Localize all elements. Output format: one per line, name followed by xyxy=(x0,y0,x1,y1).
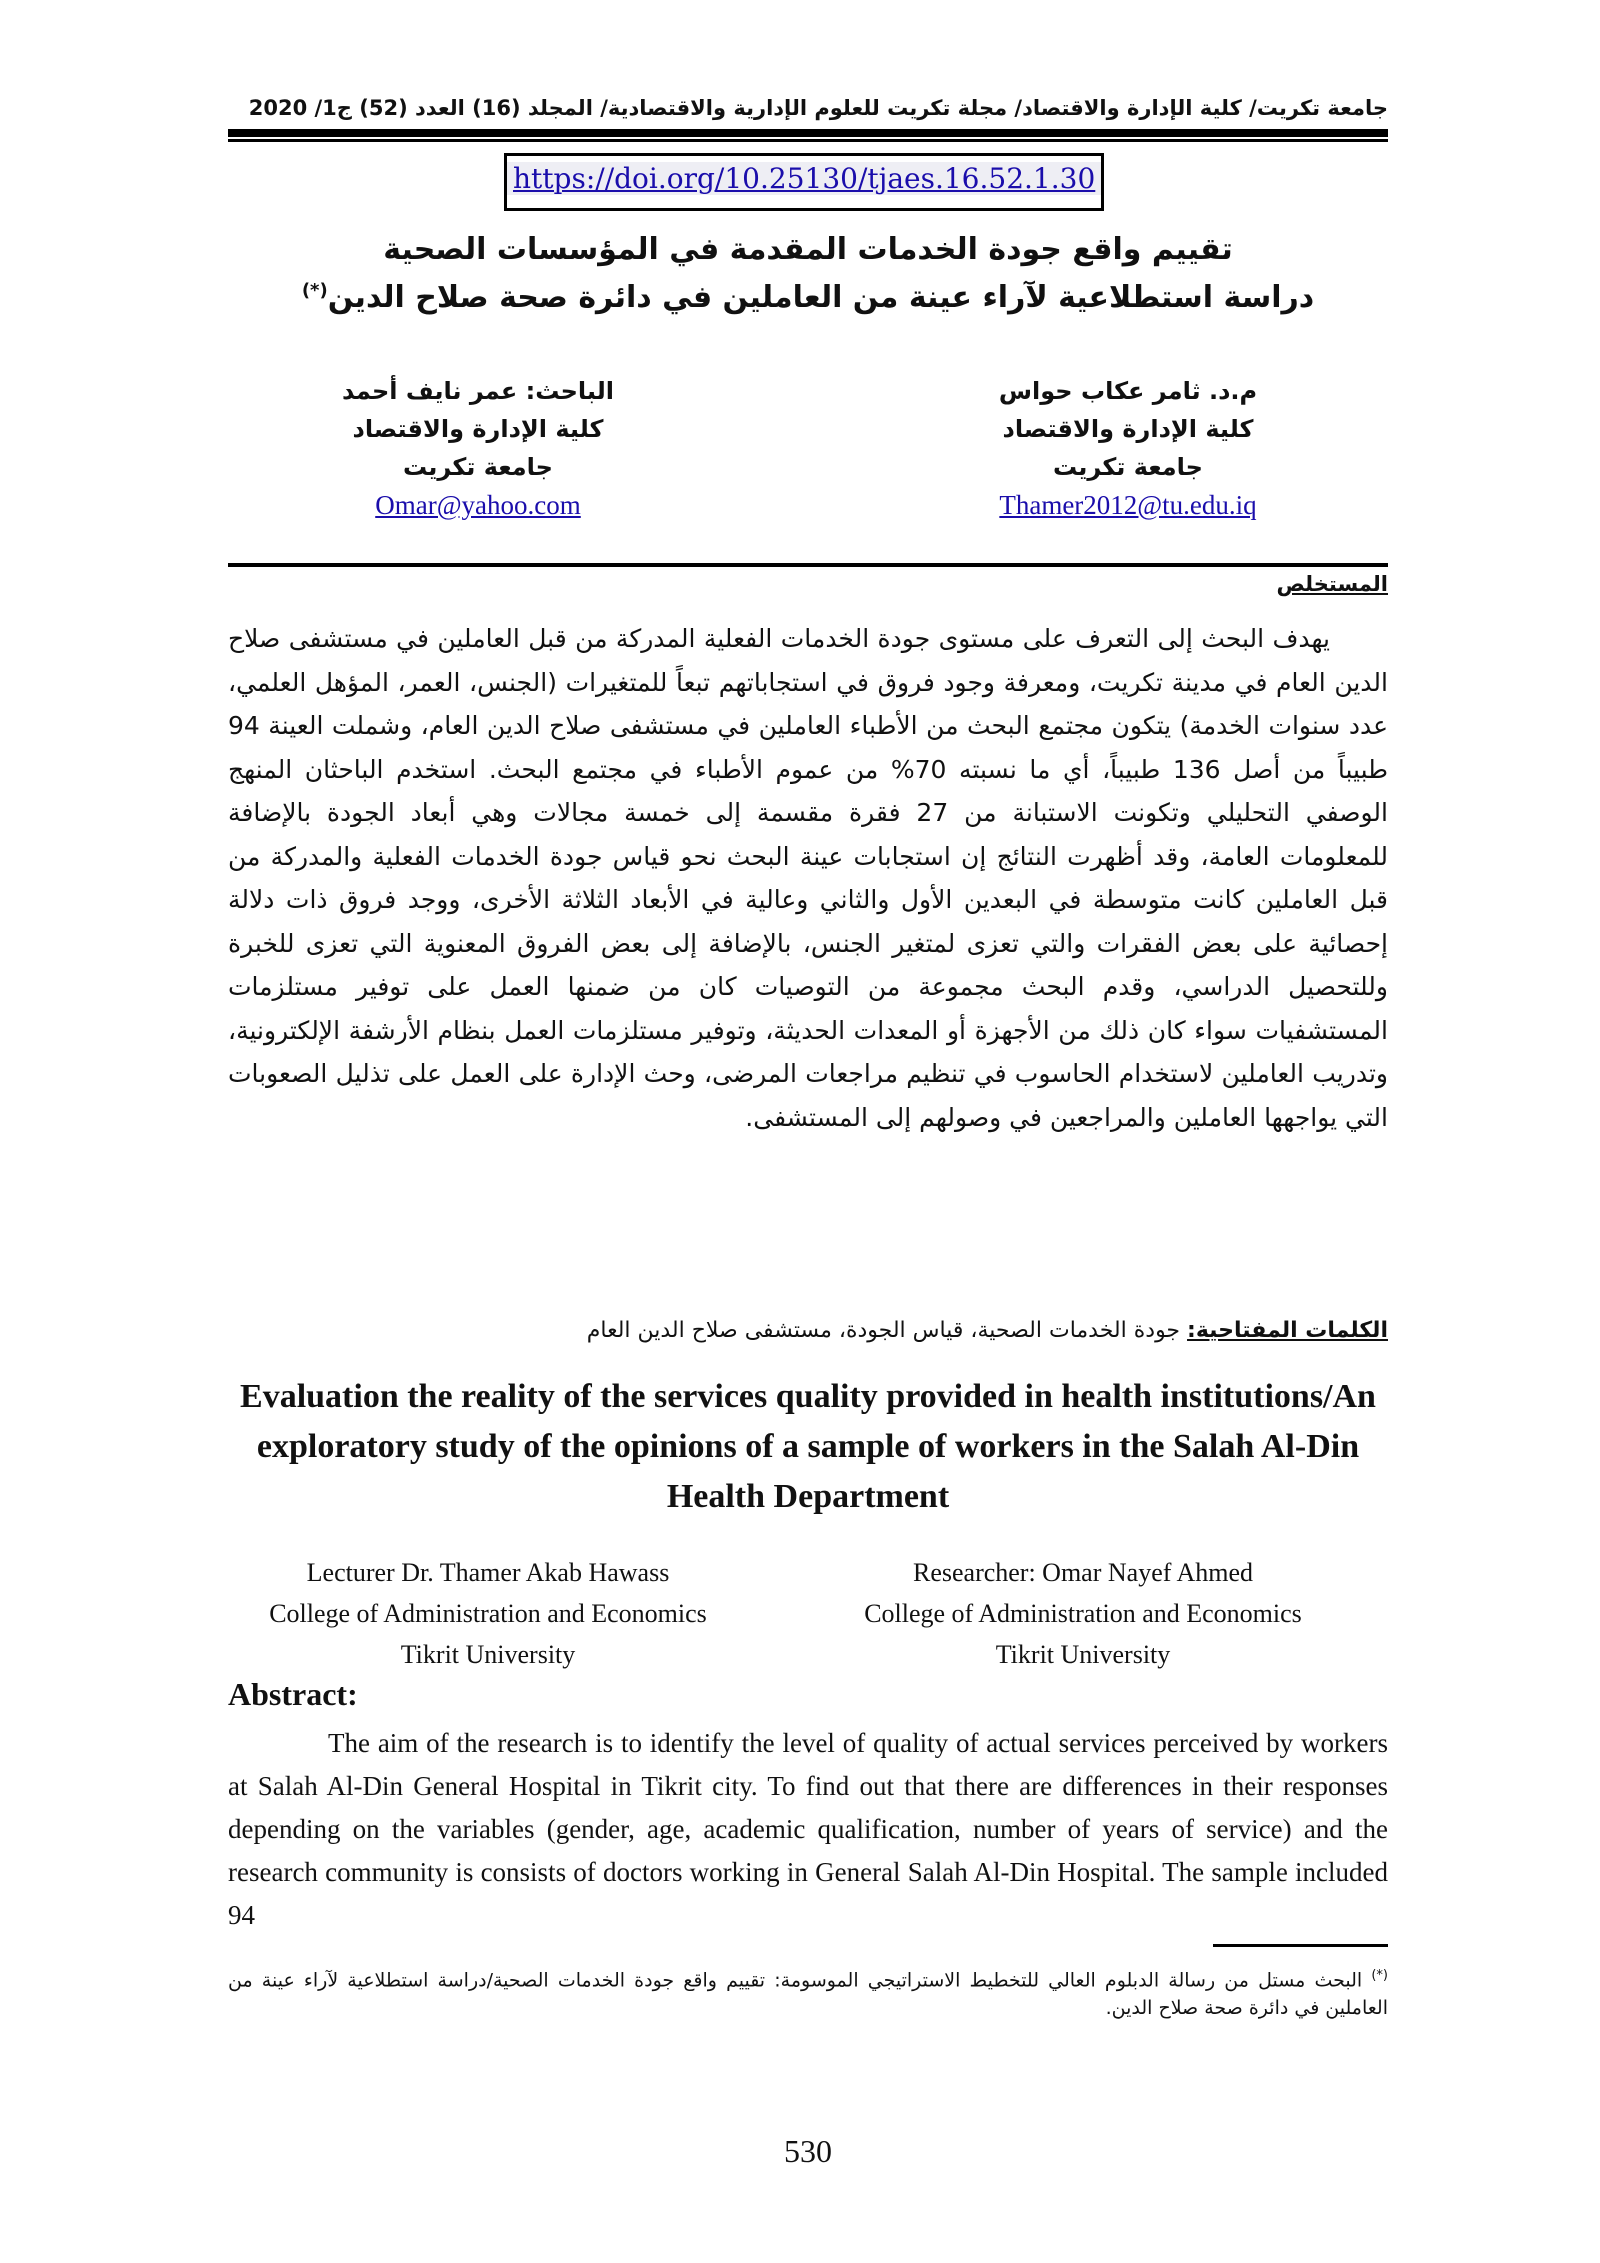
arabic-author-1 xyxy=(918,372,1338,524)
author-college: College of Administration and Economics xyxy=(269,1599,707,1628)
arabic-author-2 xyxy=(268,372,688,524)
page-number: 530 xyxy=(784,2133,832,2169)
footnote-mark: (*) xyxy=(1371,1968,1389,1983)
running-head: جامعة تكريت/ كلية الإدارة والاقتصاد/ مجلة تكريت للعلوم الإدارية والاقتصادية/ المجلد (16) العدد (52) ج1/ 2020 xyxy=(248,96,1388,120)
author-college: College of Administration and Economics xyxy=(864,1599,1302,1628)
english-author-2 xyxy=(823,1552,1343,1675)
english-title: Evaluation the reality of the services quality provided in health institutions/An exploratory study of the opinions of a sample of workers in the Salah Al-Din Health Department xyxy=(240,1378,1376,1515)
arabic-title-line-2-text: دراسة استطلاعية لآراء عينة من العاملين في دائرة صحة صلاح الدين xyxy=(327,280,1315,315)
footnote xyxy=(228,1962,1388,2022)
author-name: الباحث: عمر نايف أحمد xyxy=(342,377,614,405)
keywords-text: جودة الخدمات الصحية، قياس الجودة، مستشفى صلاح الدين العام xyxy=(586,1318,1181,1343)
authors-divider xyxy=(228,563,1388,567)
english-abstract-text: The aim of the research is to identify the level of quality of actual services perceived by workers at Salah Al-Din General Hospital in Tikrit city. To find out that there are differences in their responses depending on the variables (gender, age, academic qualification, number of years of service) and the research community is consists of doctors working in General Salah Al-Din Hospital. The sample included 94 xyxy=(228,1728,1388,1930)
author-college: كلية الإدارة والاقتصاد xyxy=(352,415,604,443)
author-name: Lecturer Dr. Thamer Akab Hawass xyxy=(306,1558,670,1587)
title-footnote-mark[interactable]: (*) xyxy=(301,280,328,301)
keywords-label: الكلمات المفتاحية: xyxy=(1187,1318,1388,1343)
english-abstract xyxy=(228,1722,1388,1937)
header-rule-thick xyxy=(228,129,1388,137)
arabic-title-line-2 xyxy=(228,280,1388,315)
author-college: كلية الإدارة والاقتصاد xyxy=(1002,415,1254,443)
author-name: م.د. ثامر عكاب حواس xyxy=(998,377,1258,405)
arabic-keywords xyxy=(587,1318,1388,1343)
author-university: Tikrit University xyxy=(995,1640,1171,1669)
author-email-link[interactable]: Thamer2012@tu.edu.iq xyxy=(999,490,1257,520)
arabic-title-line-1: تقييم واقع جودة الخدمات المقدمة في المؤسسات الصحية xyxy=(383,232,1233,267)
english-abstract-heading: Abstract: xyxy=(228,1676,358,1712)
doi-link[interactable]: https://doi.org/10.25130/tjaes.16.52.1.30 xyxy=(507,162,1101,195)
author-name: Researcher: Omar Nayef Ahmed xyxy=(912,1558,1254,1587)
author-university: Tikrit University xyxy=(400,1640,576,1669)
author-university: جامعة تكريت xyxy=(403,453,553,481)
author-university: جامعة تكريت xyxy=(1053,453,1203,481)
arabic-abstract-text: يهدف البحث إلى التعرف على مستوى جودة الخدمات الفعلية المدركة من قبل العاملين في مستشفى صلاح الدين العام في مدينة تكريت، ومعرفة وجود فروق في استجاباتهم تبعاً للمتغيرات (الجنس، العمر، المؤهل العلمي، عدد سنوات الخدمة) يتكون مجتمع البحث من الأطباء العاملين في مستشفى صلاح الدين العام، وشملت العينة 94 طبيباً من أصل 136 طبيباً، أي ما نسبته 70% من عموم الأطباء في مجتمع البحث. استخدم الباحثان المنهج الوصفي التحليلي وتكونت الاستبانة من 27 فقرة مقسمة إلى خمسة مجالات وهي أبعاد الجودة بالإضافة للمعلومات العامة، وقد أظهرت النتائج إن استجابات عينة البحث نحو قياس جودة الخدمات الفعلية والمدركة من قبل العاملين كانت متوسطة في البعدين الأول والثاني وعالية في الأبعاد الثلاثة الأخرى، ووجد فروق ذات دلالة إحصائية على بعض الفقرات والتي تعزى لمتغير الجنس، بالإضافة إلى بعض الفروق المعنوية التي تعزى للخبرة وللتحصيل الدراسي، وقدم البحث مجموعة من التوصيات كان من ضمنها العمل على توفير مستلزمات المستشفيات سواء كان ذلك من الأجهزة أو المعدات الحديثة، وتوفير مستلزمات العمل بنظام الأرشفة الإلكترونية، وتدريب العاملين لاستخدام الحاسوب في تنظيم مراجعات المرضى، وحث الإدارة على العمل على تذليل الصعوبات التي يواجهها العاملين والمراجعين في وصولهم إلى المستشفى. xyxy=(228,624,1389,1132)
arabic-abstract xyxy=(228,617,1388,1139)
header-rule-thin xyxy=(228,139,1388,142)
footnote-text: البحث مستل من رسالة الدبلوم العالي للتخطيط الاستراتيجي الموسومة: تقييم واقع جودة الخدمات الصحية/دراسة استطلاعية لآراء عينة من العاملين في دائرة صحة صلاح الدين. xyxy=(228,1969,1388,2020)
author-email-link[interactable]: Omar@yahoo.com xyxy=(375,490,581,520)
doi-box xyxy=(504,153,1104,211)
english-author-1 xyxy=(228,1552,748,1675)
arabic-abstract-heading: المستخلص xyxy=(1276,572,1388,596)
